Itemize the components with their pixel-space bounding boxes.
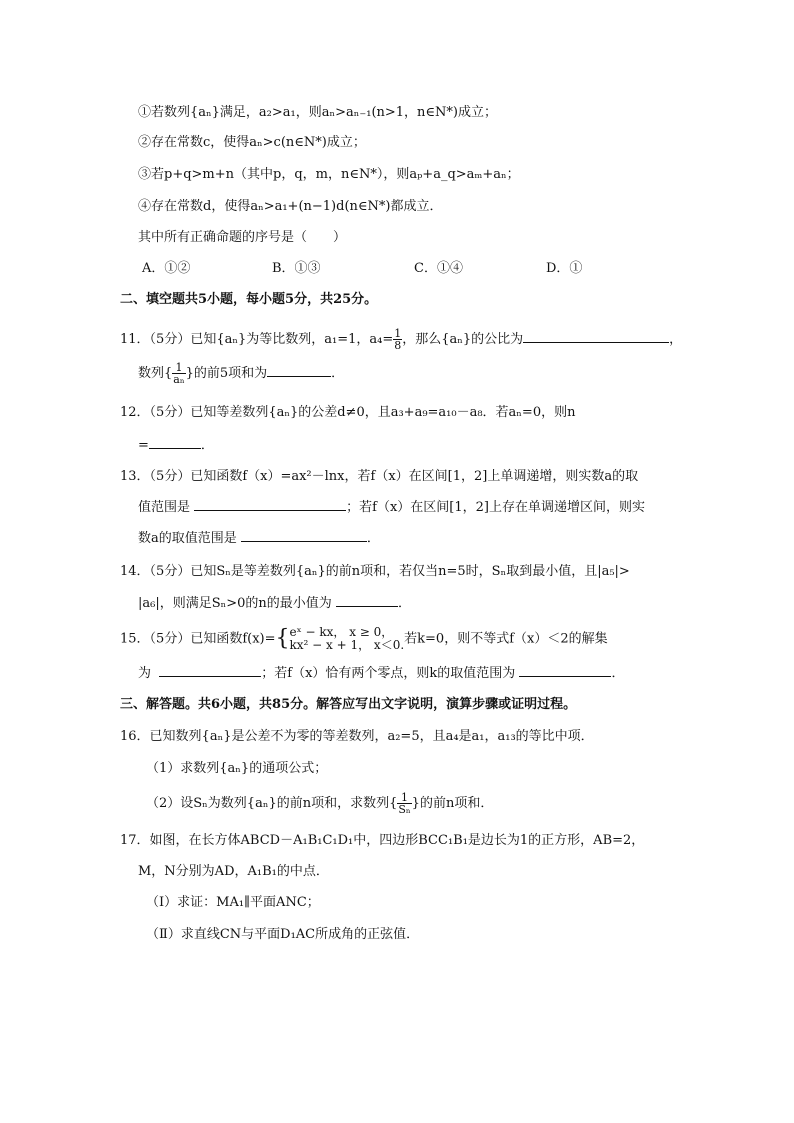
q14-line-1: 14．（5分）已知Sₙ是等差数列{aₙ}的前n项和，若仅当n=5时，Sₙ取到最小值，且|a₅|>	[120, 564, 630, 579]
section-2-heading: 二、填空题共5小题，每小题5分，共25分。	[120, 292, 378, 307]
q12-blank[interactable]	[149, 436, 201, 449]
q12-text-b: ．	[200, 438, 214, 453]
q15-piece-1: eˣ − kx， x ≥ 0，	[289, 625, 394, 639]
q16-fraction	[397, 792, 411, 815]
q13-text-a: 值范围是	[138, 500, 191, 515]
q15-text-b: 若k=0，则不等式f（x）＜2的解集	[404, 631, 608, 647]
q12-line-1: 12．（5分）已知等差数列{aₙ}的公差d≠0，且a₃+a₉=a₁₀－a₈．若aₙ=0，则n	[120, 405, 576, 420]
q14-text-b: ．	[397, 596, 411, 611]
q17-part-2: （Ⅱ）求直线CN与平面D₁AC所成角的正弦值．	[146, 927, 420, 942]
q10-statement-3: ③若p+q>m+n（其中p，q，m，n∈N*），则aₚ+a_q>aₘ+aₙ；	[138, 167, 520, 182]
choice-c: C．①④	[414, 261, 463, 276]
choice-d: D．①	[546, 261, 583, 276]
q11-text-e: }的前5项和为	[185, 366, 268, 381]
choice-a: A．①②	[142, 261, 191, 276]
section-3-heading: 三、解答题。共6小题，共85分。解答应写出文字说明，演算步骤或证明过程。	[120, 697, 577, 712]
q11-fraction-2	[172, 362, 185, 385]
q11-text-b: ，那么{aₙ}的公比为	[402, 332, 524, 347]
q15-line-1	[120, 626, 608, 653]
q14-line-2	[138, 594, 411, 613]
q11-frac-den: 8	[394, 339, 402, 352]
q16-frac-num: 1	[397, 792, 411, 804]
q11-text-c: ，	[669, 332, 683, 347]
q10-statement-1: ①若数列{aₙ}满足，a₂>a₁，则aₙ>aₙ₋₁(n>1，n∈N*)成立；	[138, 105, 497, 120]
q15-brace: {	[275, 626, 290, 651]
q11-frac-num: 1	[394, 327, 402, 340]
q11-fraction	[393, 328, 402, 351]
q15-text-a: 15．（5分）已知函数f(x)=	[120, 631, 276, 647]
q11-line-1	[120, 328, 682, 351]
q16-line-1: 16．已知数列{aₙ}是公差不为零的等差数列，a₂=5，且a₄是a₁，a₁₃的等比中项．	[120, 729, 594, 744]
q12-line-2	[138, 436, 214, 455]
q14-blank[interactable]	[336, 594, 398, 607]
q15-text-c: 为	[138, 666, 152, 681]
q17-line-1: 17．如图，在长方体ABCD－A₁B₁C₁D₁中，四边形BCC₁B₁是边长为1的正方形，AB=2，	[120, 833, 645, 848]
q11-text-f: ．	[331, 366, 345, 381]
q13-line-3	[138, 529, 380, 548]
q13-text-d: ．	[366, 531, 380, 546]
q15-blank-1[interactable]	[159, 664, 261, 677]
q13-blank-2[interactable]	[241, 529, 367, 542]
q11-blank-2[interactable]	[267, 364, 331, 377]
q10-statement-4: ④存在常数d，使得aₙ>a₁+(n−1)d(n∈N*)都成立．	[138, 199, 443, 214]
q11-frac2-num: 1	[172, 362, 185, 374]
q10-prompt: 其中所有正确命题的序号是（ ）	[138, 230, 347, 245]
q10-statement-2: ②存在常数c，使得aₙ>c(n∈N*)成立；	[138, 135, 366, 150]
q11-text-d: 数列{	[138, 366, 173, 381]
q16-text-a: （2）设Sₙ为数列{aₙ}的前n项和，求数列{	[146, 796, 398, 811]
q15-line-2	[138, 664, 624, 683]
q13-line-1: 13．（5分）已知函数f（x）=ax²－lnx，若f（x）在区间[1，2]上单调递增，则实数a的取	[120, 469, 639, 484]
q16-text-b: }的前n项和．	[411, 796, 494, 811]
q13-text-c: 数a的取值范围是	[138, 531, 237, 546]
q13-text-b: ；若f（x）在区间[1，2]上存在单调递增区间，则实	[346, 500, 645, 515]
q17-line-2: M，N分别为AD，A₁B₁的中点．	[138, 864, 329, 879]
choice-b: B．①③	[272, 261, 321, 276]
q11-line-2	[138, 362, 344, 385]
q15-piecewise	[290, 626, 405, 652]
q15-blank-2[interactable]	[519, 664, 611, 677]
q13-blank-1[interactable]	[194, 498, 346, 511]
q16-part-2	[146, 792, 493, 815]
q11-text-a: 11．（5分）已知{aₙ}为等比数列，a₁=1，a₄=	[120, 332, 394, 347]
q13-line-2	[138, 498, 645, 517]
q16-frac-den: Sₙ	[398, 803, 411, 816]
q14-text-a: |a₆|，则满足Sₙ>0的n的最小值为	[138, 596, 332, 611]
q15-text-d: ；若f（x）恰有两个零点，则k的取值范围为	[261, 666, 516, 681]
q12-text-a: =	[138, 438, 149, 453]
q15-text-e: ．	[611, 666, 625, 681]
q11-frac2-den: aₙ	[173, 373, 185, 386]
q17-part-1: （Ⅰ）求证：MA₁∥平面ANC；	[146, 895, 320, 910]
q11-blank-1[interactable]	[523, 330, 669, 343]
q15-piece-2: kx² − x + 1， x＜0.	[289, 638, 405, 652]
q16-part-1: （1）求数列{aₙ}的通项公式；	[146, 761, 328, 776]
